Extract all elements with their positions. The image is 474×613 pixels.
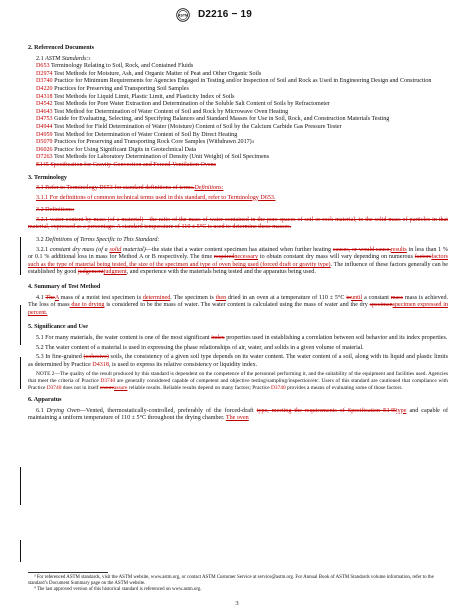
reference-item (36, 139, 448, 147)
change-bar (20, 540, 21, 562)
change-bar (20, 237, 21, 275)
change-bar (20, 357, 21, 389)
reference-title: Test Method for Determination of Water Content of Soil and Rock by Microwave Oven Heating (52, 108, 289, 115)
reference-title: Practices for Preserving and Transporting Rock Core Samples (Withdrawn 2017) (52, 139, 252, 146)
reference-title: Test Method for Field Determination of Water (Moisture) Content of Soil by the Calcium Carbide Gas Pressure Tester (52, 123, 342, 130)
reference-item (36, 86, 448, 94)
reference-title: Test Methods for Pore Water Extraction and Determination of the Soluble Salt Content of Soils by Refractometer (52, 101, 330, 108)
reference-title: Practice for Using Significant Digits in Geotechnical Data (52, 146, 197, 153)
document-body (28, 45, 448, 425)
reference-item (36, 63, 448, 71)
paragraph-5-2: 5.2 The water content of a material is used in expressing the phase relationships of air, water, and solids in a given volume of material. (36, 344, 364, 351)
change-bar (20, 305, 21, 345)
paragraph-3-2-1-deleted: 3.2.1 water content by mass (of a material)—the ratio of the mass of water contained in the pore spaces of soil or rock material, to the solid mass of particles in that material, expressed as a percentage. A standard temperature of 110 ± 5°C is used to determine these masses. (28, 216, 448, 231)
reference-code-link[interactable]: D6026 (36, 146, 53, 153)
reference-title: Test Method for Determination of Water Content of Soil By Direct Heating (52, 131, 238, 138)
section-heading-summary: 4. Summary of Test Method (28, 284, 101, 291)
reference-title: Practices for Preserving and Transporting Soil Samples (52, 85, 189, 92)
page-header (0, 8, 474, 24)
paragraph-3-2-deleted: 3.2 Definitions: (36, 207, 75, 214)
reference-code-link[interactable]: D4643 (36, 108, 53, 115)
reference-code-link[interactable]: D4753 (36, 116, 53, 123)
reference-item (36, 116, 448, 124)
reference-title: Guide for Evaluating, Selecting, and Specifying Balances and Standard Masses for Use in Soil, Rock, and Construction Materials Testing (52, 116, 390, 123)
paragraph-3-2-1: 3.2.1 constant dry mass (of a solid material)—the state that a water content specimen has attained when further heating causes, or would cause,results in less than 1 % or 0.1 % additional loss in mass for Method A or B respectively. The time requirednecessary to obtain constant dry mass will vary depending on numerous factorsfactors such as the type of material being tested, the size of the specimen and type of oven being used (forced draft or gravity type). The influence of these factors generally can be established by good judgementjudgment, and experience with the materials being tested and the apparatus being used. (28, 246, 448, 276)
svg-text:ASTM: ASTM (178, 13, 188, 18)
document-designation: D2216 − 19 (198, 9, 252, 20)
subsection-astm-standards: 2.1 ASTM Standards:$^3$ (36, 55, 91, 62)
paragraph-5-1: 5.1 For many materials, the water content is one of the most significant index properties used in establishing a correlation between soil behavior and its index properties. (36, 335, 448, 341)
reference-code-link[interactable]: D4944 (36, 123, 53, 130)
paragraph-5-3: 5.3 In fine-grained (cohesive) soils, the consistency of a given soil type depends on its water content. The water content of a soil, along with its liquid and plastic limits as determined by Practice D4318, is used to express its relative consistency or liquidity index. (28, 354, 448, 368)
reference-title: Terminology Relating to Soil, Rock, and Contained Fluids (49, 63, 194, 70)
reference-item (36, 101, 448, 109)
reference-code-link[interactable]: D2974 (36, 70, 53, 77)
reference-code-link[interactable]: D4959 (36, 131, 53, 138)
footnotes (28, 572, 448, 593)
footnote-divider (28, 572, 108, 573)
reference-code-link[interactable]: D5079 (36, 139, 53, 146)
reference-item (36, 124, 448, 132)
reference-list (28, 63, 448, 162)
reference-title: Practice for Minimum Requirements for Agencies Engaged in Testing and/or Inspection of Soil and Rock as Used in Engineering Design and Construction (52, 78, 432, 85)
note-2: NOTE 2—The quality of the result produced by this standard is dependent on the competence of the personnel performing it, and the suitability of the equipment and facilities used. Agencies that meet the criteria of Practice D3740 are generally considered capable of competent and objective testing/sampling/inspection/etc. Users of this standard are cautioned that compliance with Practice D3740 does not in itself ensureassure reliable results. Reliable results depend on many factors; Practice D3740 provides a means of evaluating some of those factors. (28, 371, 448, 391)
section-heading-referenced-documents: 2. Referenced Documents (28, 45, 95, 51)
page-number: 3 (235, 600, 239, 607)
change-bar (20, 467, 21, 505)
paragraph-3-1-1: 3.1.1 For definitions of common technical terms used in this standard, refer to Terminology D653. (36, 194, 276, 201)
reference-title: Test Methods for Laboratory Determination of Density (Unit Weight) of Soil Specimens (52, 154, 270, 161)
paragraph-6-1: 6.1 Drying Oven—Vented, thermostatically-controlled, preferably of the forced-draft type, meeting the requirements of Specification E145type and capable of maintaining a uniform temperature of 110 ± 5°C throughout the drying chamber. The oven (28, 407, 448, 422)
reference-item (36, 154, 448, 162)
reference-code-link[interactable]: D653 (36, 63, 50, 70)
reference-deleted-e145: E145 Specification for Gravity-Convection and Forced-Ventilation Ovens (36, 161, 217, 168)
reference-code-link[interactable]: D7263 (36, 154, 53, 161)
reference-code-link[interactable]: D4318 (36, 93, 53, 100)
reference-title: Test Methods for Liquid Limit, Plastic Limit, and Plasticity Index of Soils (52, 93, 235, 100)
section-heading-apparatus: 6. Apparatus (28, 397, 62, 404)
footnote-marker: 4 (251, 139, 254, 145)
reference-title: Test Methods for Moisture, Ash, and Organic Matter of Peat and Other Organic Soils (52, 70, 262, 77)
paragraph-3-1: 3.1 Refer to Terminology D653 for standard definitions of terms.Definitions: (36, 185, 224, 192)
section-heading-significance: 5. Significance and Use (28, 324, 88, 331)
reference-item (36, 132, 448, 140)
reference-code-link[interactable]: D4220 (36, 85, 53, 92)
paragraph-4-1: 4.1 TheA mass of a moist test specimen is determined. The specimen is then dried in an oven at a temperature of 110 ± 5°C tountil a constant mass mass is achieved. The loss of mass due to drying is considered to be the mass of water. The water content is calculated using the mass of water and the dry specimenspecimen expressed in percent. (28, 294, 449, 316)
astm-logo-icon (176, 8, 190, 22)
footnote-4: ⁴ The last approved version of this historical standard is referenced on www.astm.org. (34, 587, 202, 592)
section-heading-terminology: 3. Terminology (28, 174, 67, 181)
reference-item (36, 78, 448, 86)
footnote-3: ³ For referenced ASTM standards, visit the ASTM website, www.astm.org, or contact ASTM Customer Service at service@astm.org. For Annual Book of ASTM Standards volume information, refer to the standard’s Document Summary page on the ASTM website. (28, 575, 434, 586)
paragraph-3-2: 3.2 Definitions of Terms Specific to This Standard: (36, 237, 160, 244)
reference-code-link[interactable]: D4542 (36, 101, 53, 108)
reference-code-link[interactable]: D3740 (36, 78, 53, 85)
